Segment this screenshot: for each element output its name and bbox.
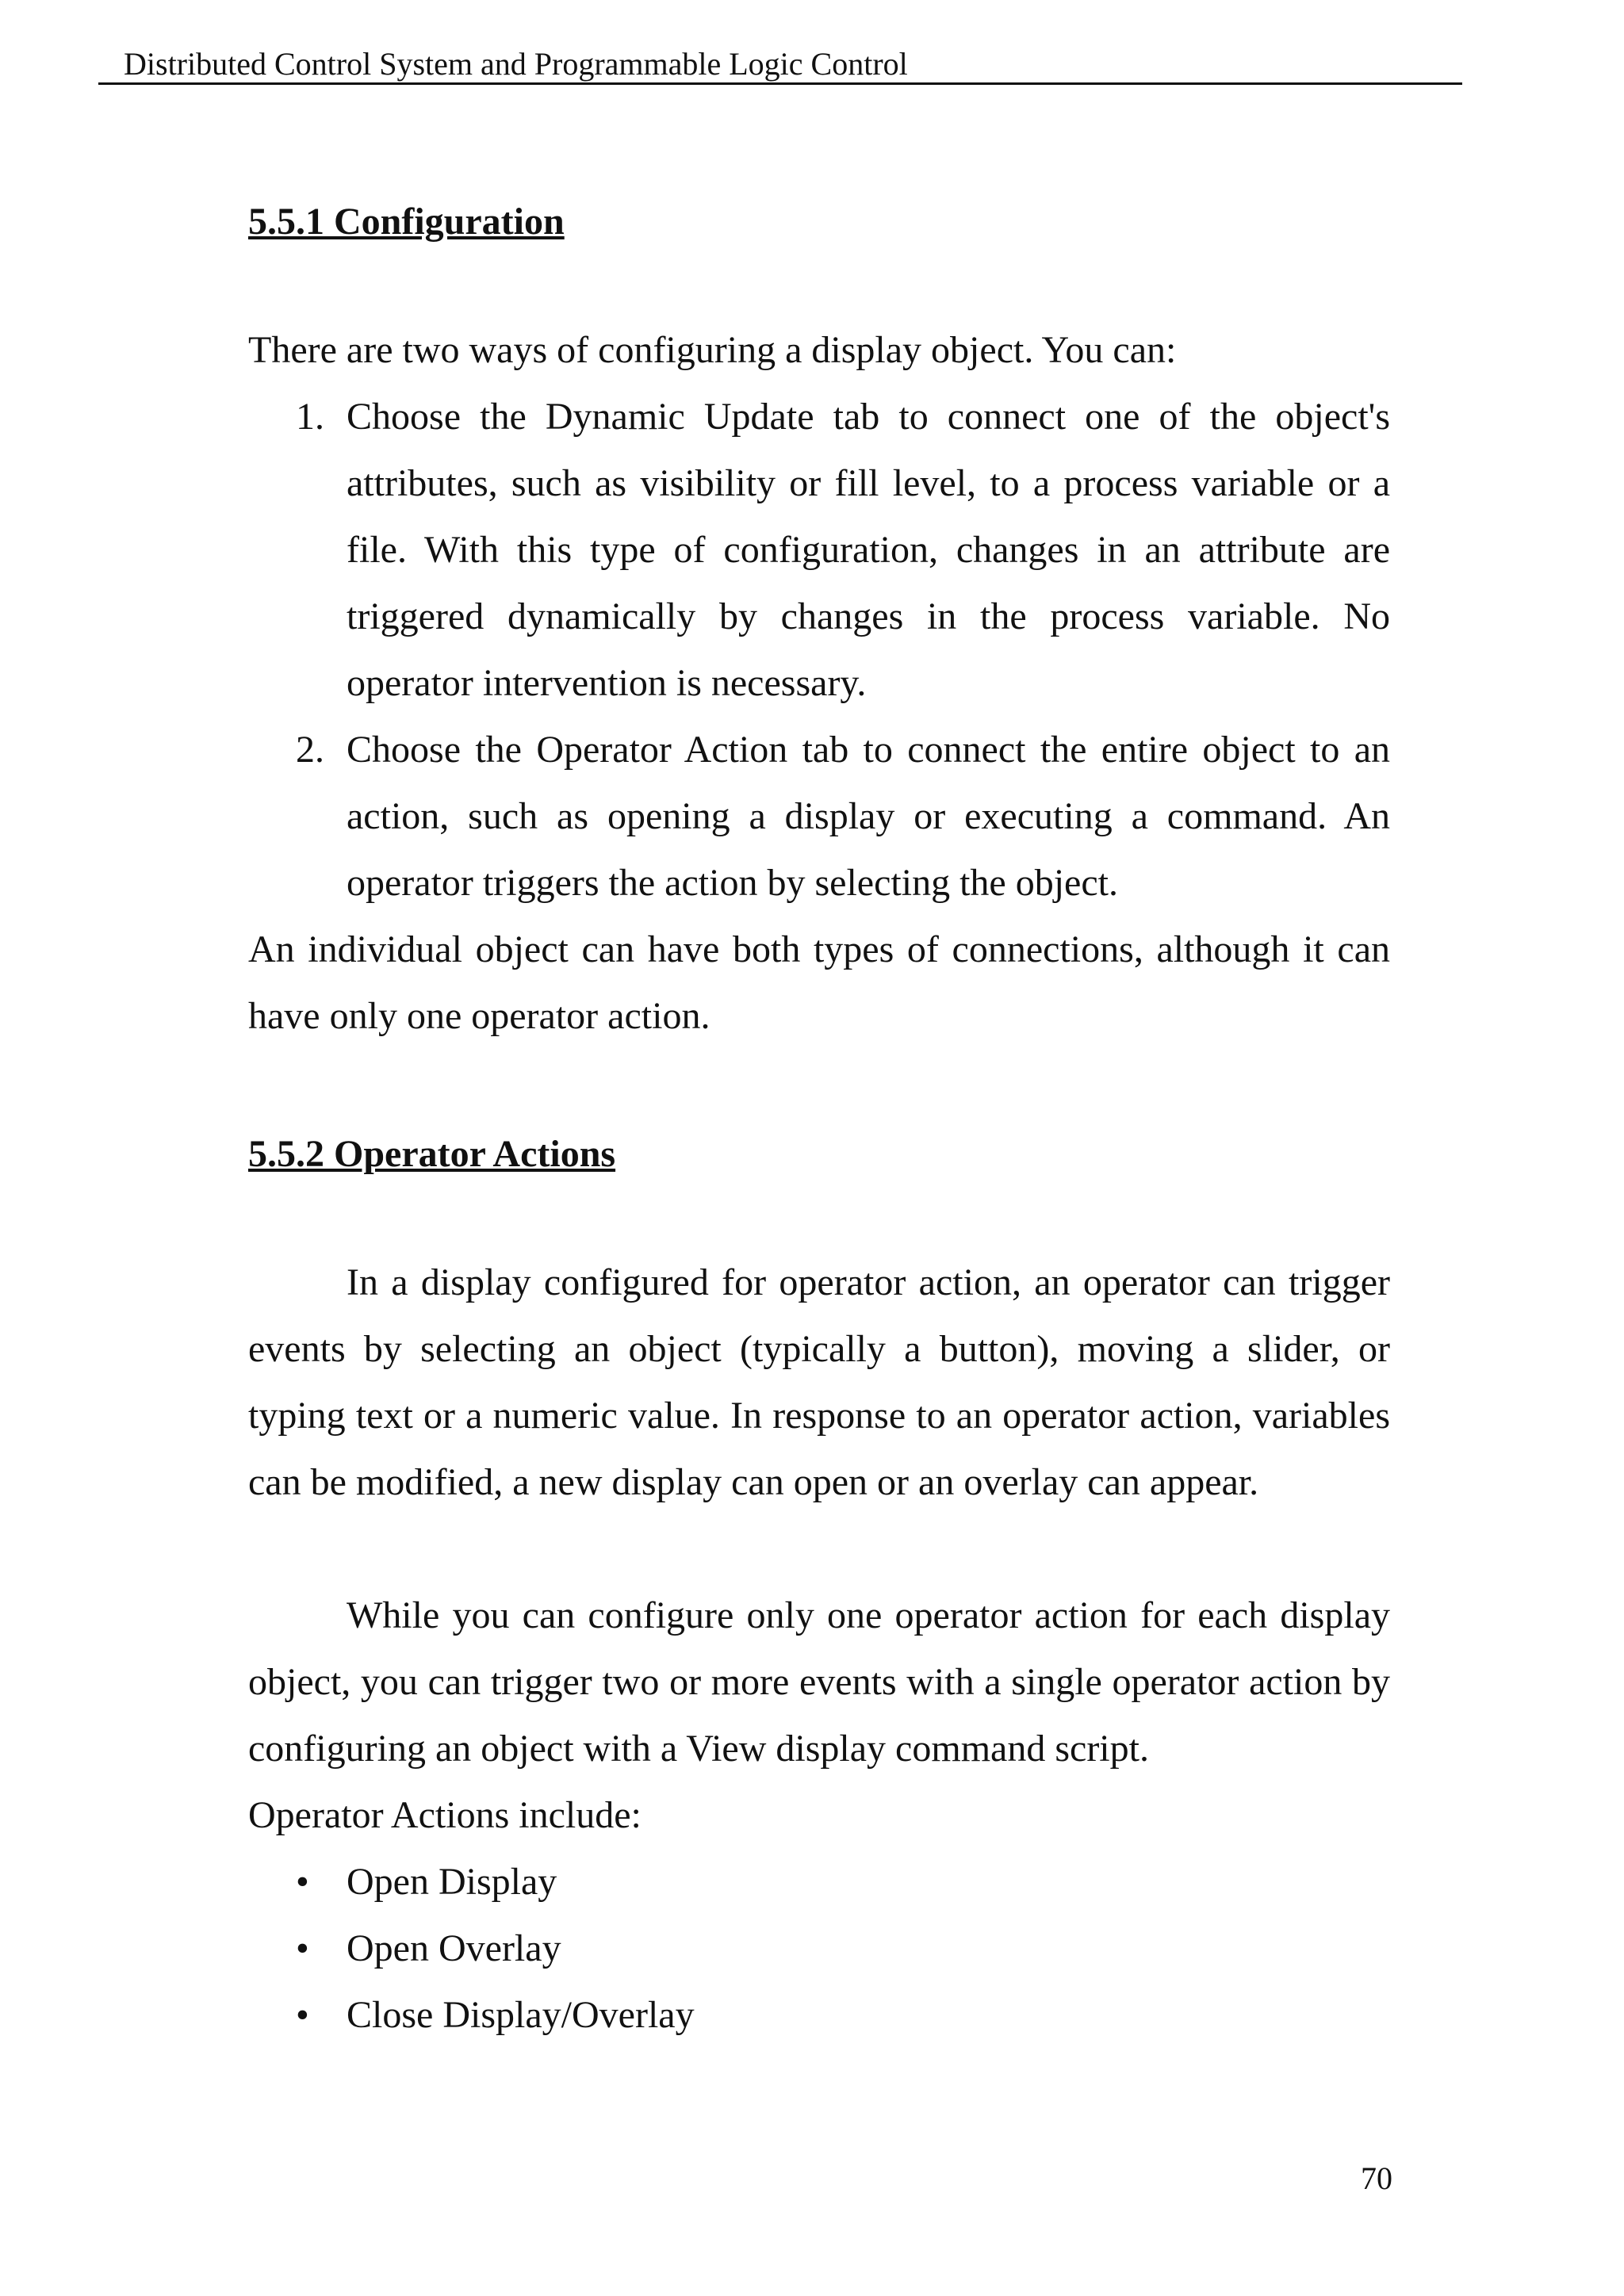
list-item [248, 1915, 1390, 1982]
configuration-intro: There are two ways of configuring a display object. You can: [248, 329, 1177, 371]
list-item [248, 1849, 1390, 1915]
bullet-icon: • [296, 1927, 309, 1969]
list-item-text: Close Display/Overlay [347, 1994, 695, 2036]
spacer [248, 1516, 1390, 1582]
spacer [248, 251, 1390, 317]
operator-actions-list-intro: Operator Actions include: [248, 1794, 642, 1836]
bullet-icon: • [296, 1861, 309, 1903]
operator-actions-paragraph-2: While you can configure only one operator action for each display object, you can trigger two or more events with a single operator action by configuring an object with a View display command script. [248, 1594, 1390, 1770]
list-item-text: Choose the Operator Action tab to connect the entire object to an action, such as opening a display or executing a command. An operator triggers the action by selecting the object. [347, 729, 1390, 904]
bullet-icon: • [296, 1994, 309, 2036]
list-item [248, 1982, 1390, 2049]
operator-actions-paragraph-1: In a display configured for operator action, an operator can trigger events by selecting an object (typically a button), moving a slider, or typing text or a numeric value. In response to an operator action, variables can be modified, a new display can open or an overlay can appear. [248, 1261, 1390, 1503]
section-title-operator-actions: 5.5.2 Operator Actions [248, 1133, 616, 1175]
running-header-title: Distributed Control System and Programmable Logic Control [124, 46, 908, 82]
page-number: 70 [1361, 2160, 1392, 2196]
page-content [248, 193, 1390, 2049]
list-item-text: Choose the Dynamic Update tab to connect one of the object's attributes, such as visibility or fill level, to a process variable or a file. With this type of configuration, changes in an attribute are triggered dynamically by changes in the process variable. No operator intervention is necessary. [347, 396, 1390, 704]
list-item-text: Open Overlay [347, 1927, 561, 1969]
operator-actions-bullet-list [248, 1849, 1390, 2049]
list-item-number: 1. [296, 396, 324, 438]
list-item [248, 717, 1390, 916]
list-item [248, 384, 1390, 717]
list-item-text: Open Display [347, 1861, 557, 1903]
section-title-configuration: 5.5.1 Configuration [248, 201, 565, 243]
configuration-steps-list [248, 384, 1390, 916]
list-item-number: 2. [296, 729, 324, 771]
spacer [248, 1050, 1390, 1126]
running-header [98, 46, 1462, 85]
configuration-closing: An individual object can have both types of connections, although it can have only one operator action. [248, 928, 1390, 1037]
spacer [248, 1183, 1390, 1249]
